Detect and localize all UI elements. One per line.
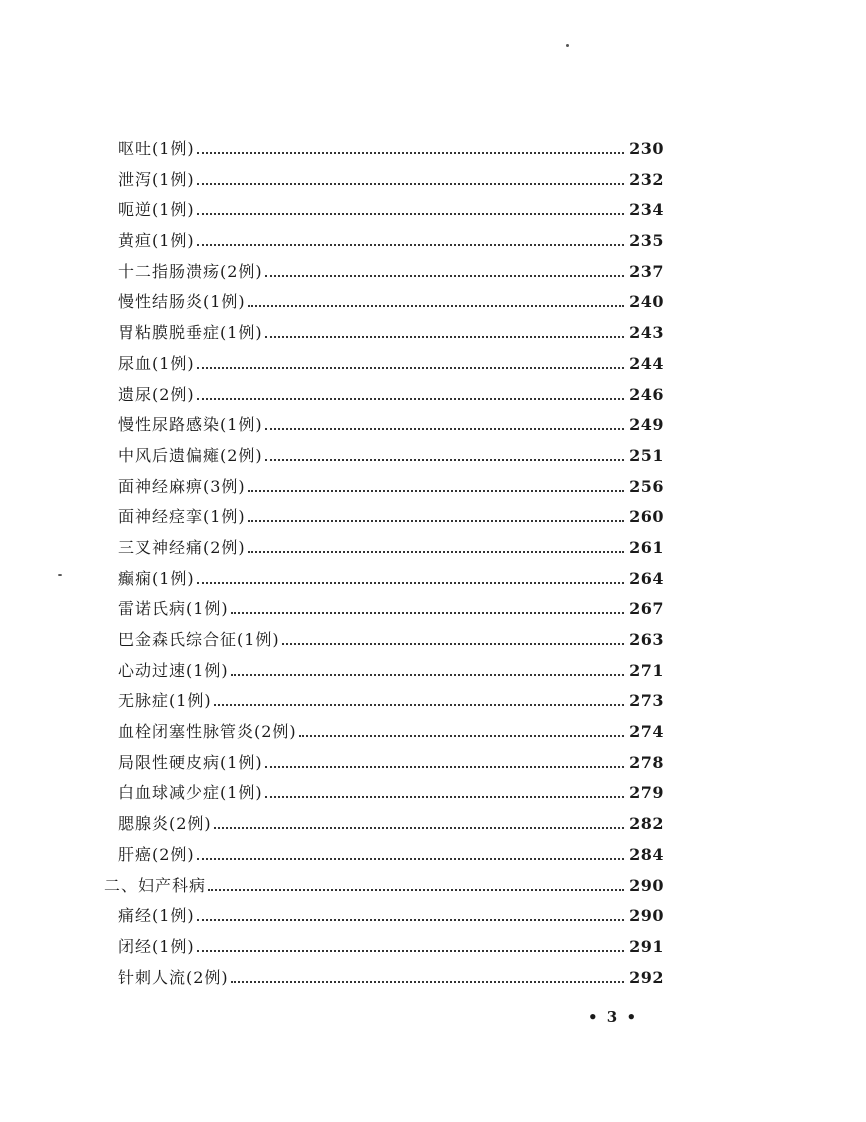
toc-entry <box>104 226 664 257</box>
toc-entry-page: 264 <box>629 568 664 588</box>
dot-leader <box>265 458 624 461</box>
dot-leader <box>248 519 624 522</box>
toc-entry <box>104 901 664 932</box>
dot-leader <box>197 151 624 154</box>
toc-entry-page: 256 <box>629 476 664 496</box>
toc-entry-title: 腮腺炎(2例) <box>118 814 212 834</box>
toc-entry-page: 235 <box>629 231 664 251</box>
toc-entry-page: 267 <box>629 599 664 619</box>
toc-entry <box>104 564 664 595</box>
toc-entry-page: 244 <box>629 353 664 373</box>
toc-entry-title: 闭经(1例) <box>118 936 195 956</box>
toc-entry-page: 230 <box>629 139 664 158</box>
dot-leader <box>248 304 624 307</box>
dot-leader <box>265 765 624 768</box>
toc-entry-page: 291 <box>629 936 664 956</box>
toc-entry-page: 284 <box>629 844 664 864</box>
dot-leader <box>248 489 624 492</box>
toc-entry-page: 273 <box>629 691 664 711</box>
dot-leader <box>197 212 624 215</box>
dot-leader <box>282 642 624 645</box>
toc-entry-title: 心动过速(1例) <box>118 660 229 680</box>
toc-entry-title: 无脉症(1例) <box>118 691 212 711</box>
toc-entry-page: 243 <box>629 323 664 343</box>
dot-leader <box>231 611 624 614</box>
toc-entry-page: 278 <box>629 752 664 772</box>
dot-leader <box>197 581 624 584</box>
toc-entry-page: 232 <box>629 169 664 189</box>
scan-speck <box>566 44 569 47</box>
dot-leader <box>197 857 624 860</box>
toc-entry-title: 二、妇产科病 <box>104 875 207 895</box>
toc-entry-title: 针刺人流(2例) <box>118 967 229 987</box>
toc-entry-title: 血栓闭塞性脉管炎(2例) <box>118 722 297 742</box>
toc-entry-title: 胃粘膜脱垂症(1例) <box>118 323 263 343</box>
toc-entry <box>104 502 664 533</box>
toc-entry <box>104 686 664 717</box>
toc-entry-page: 292 <box>629 967 664 987</box>
toc-entry <box>104 809 664 840</box>
toc-entry <box>104 472 664 503</box>
toc-entry-title: 泄泻(1例) <box>118 169 195 189</box>
toc-entry-page: 237 <box>629 261 664 281</box>
toc-entry <box>104 656 664 687</box>
toc-entry <box>104 778 664 809</box>
dot-leader <box>197 366 624 369</box>
dot-leader <box>299 734 624 737</box>
toc-entry-title: 局限性硬皮病(1例) <box>118 752 263 772</box>
toc-entry-title: 雷诺氏病(1例) <box>118 599 229 619</box>
toc-entry <box>104 257 664 288</box>
toc-entry-page: 260 <box>629 507 664 527</box>
toc-entry <box>104 349 664 380</box>
toc-entry-page: 290 <box>629 875 664 895</box>
table-of-contents <box>104 134 664 993</box>
toc-section <box>104 871 664 902</box>
toc-entry-page: 240 <box>629 292 664 312</box>
dot-leader <box>265 427 624 430</box>
toc-entry <box>104 594 664 625</box>
toc-entry <box>104 963 664 994</box>
toc-entry-title: 慢性尿路感染(1例) <box>118 415 263 435</box>
toc-entry-title: 遗尿(2例) <box>118 384 195 404</box>
page-number: • 3 • <box>588 1008 639 1026</box>
dot-leader <box>265 795 624 798</box>
toc-entry <box>104 717 664 748</box>
toc-entry-page: 279 <box>629 783 664 803</box>
toc-entry <box>104 441 664 472</box>
toc-entry-title: 呃逆(1例) <box>118 200 195 220</box>
toc-entry-page: 246 <box>629 384 664 404</box>
toc-entry-title: 尿血(1例) <box>118 353 195 373</box>
toc-entry <box>104 932 664 963</box>
toc-entry-page: 263 <box>629 630 664 649</box>
dot-leader <box>214 826 624 829</box>
toc-entry-title: 肝癌(2例) <box>118 844 195 864</box>
toc-entry <box>104 625 664 656</box>
toc-entry-title: 三叉神经痛(2例) <box>118 537 246 557</box>
dot-leader <box>231 980 624 983</box>
toc-entry-title: 白血球减少症(1例) <box>118 783 263 803</box>
dot-leader <box>197 397 624 400</box>
toc-entry-title: 十二指肠溃疡(2例) <box>118 261 263 281</box>
toc-entry <box>104 165 664 196</box>
dot-leader <box>231 673 624 676</box>
toc-entry <box>104 287 664 318</box>
toc-entry-page: 282 <box>629 814 664 834</box>
toc-entry <box>104 410 664 441</box>
dot-leader <box>197 243 624 246</box>
toc-entry-page: 274 <box>629 722 664 742</box>
toc-entry-page: 261 <box>629 537 664 557</box>
toc-entry-title: 痛经(1例) <box>118 906 195 926</box>
toc-entry-title: 癫痫(1例) <box>118 568 195 588</box>
dot-leader <box>197 949 624 952</box>
toc-entry <box>104 380 664 411</box>
toc-entry <box>104 533 664 564</box>
toc-entry <box>104 134 664 165</box>
dot-leader <box>248 550 624 553</box>
toc-entry <box>104 840 664 871</box>
scan-speck <box>58 574 62 576</box>
dot-leader <box>208 888 624 891</box>
dot-leader <box>214 703 624 706</box>
toc-entry <box>104 318 664 349</box>
toc-entry-title: 呕吐(1例) <box>118 139 195 158</box>
toc-entry-page: 234 <box>629 200 664 220</box>
toc-entry-page: 290 <box>629 906 664 926</box>
dot-leader <box>197 918 624 921</box>
toc-entry-title: 中风后遗偏瘫(2例) <box>118 445 263 465</box>
toc-entry-title: 巴金森氏综合征(1例) <box>118 630 280 649</box>
toc-entry-page: 271 <box>629 660 664 680</box>
toc-entry-title: 黄疸(1例) <box>118 231 195 251</box>
dot-leader <box>197 182 624 185</box>
dot-leader <box>265 274 624 277</box>
toc-entry <box>104 195 664 226</box>
toc-entry-title: 慢性结肠炎(1例) <box>118 292 246 312</box>
toc-entry <box>104 748 664 779</box>
toc-entry-title: 面神经麻痹(3例) <box>118 476 246 496</box>
toc-entry-title: 面神经痉挛(1例) <box>118 507 246 527</box>
dot-leader <box>265 335 624 338</box>
toc-entry-page: 249 <box>629 415 664 435</box>
toc-entry-page: 251 <box>629 445 664 465</box>
